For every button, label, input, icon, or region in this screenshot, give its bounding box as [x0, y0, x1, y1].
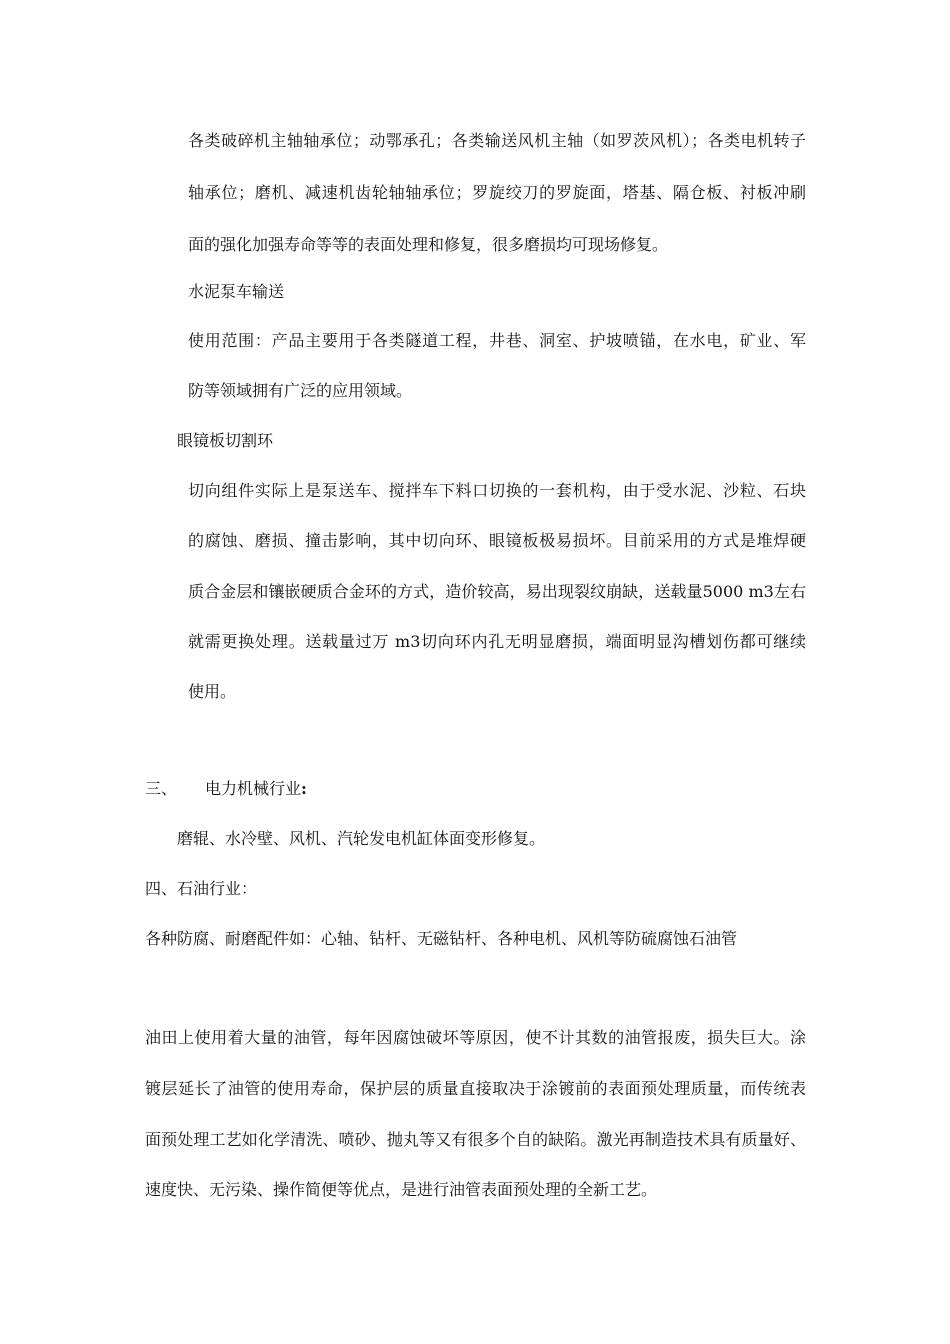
section-title-colon: :	[301, 779, 307, 798]
paragraph-line: 使用范围：产品主要用于各类隧道工程，井巷、洞室、护坡喷锚，在水电，矿业、军	[188, 331, 806, 350]
paragraph-line: 油田上使用着大量的油管，每年因腐蚀破坏等原因，使不计其数的油管报废，损失巨大。涂	[145, 1028, 806, 1047]
paragraph-line: 面的强化加强寿命等等的表面处理和修复，很多磨损均可现场修复。	[188, 235, 669, 254]
paragraph-line: 防等领域拥有广泛的应用领域。	[188, 381, 413, 400]
paragraph-line: 轴承位；磨机、减速机齿轮轴轴承位；罗旋绞刀的罗旋面，塔基、隔仓板、衬板冲刷	[188, 183, 806, 202]
paragraph-line: 就需更换处理。送载量过万 m3切向环内孔无明显磨损，端面明显沟槽划伤都可继续	[188, 632, 806, 651]
paragraph-line: 面预处理工艺如化学清洗、喷砂、抛丸等又有很多个自的缺陷。激光再制造技术具有质量好、	[145, 1130, 806, 1149]
section-title: 电力机械行业	[205, 779, 302, 798]
section-heading-power	[145, 779, 307, 799]
power-body: 磨辊、水冷壁、风机、汽轮发电机缸体面变形修复。	[177, 829, 546, 848]
paragraph-line: 质合金层和镶嵌硬质合金环的方式，造价较高，易出现裂纹崩缺，送载量5000 m3左右	[188, 582, 806, 601]
spectacle-plate-heading: 眼镜板切割环	[177, 431, 274, 450]
paragraph-line: 使用。	[188, 682, 237, 701]
paragraph-line: 各类破碎机主轴轴承位；动鄂承孔；各类输送风机主轴（如罗茨风机）；各类电机转子	[188, 131, 806, 150]
cement-pump-heading: 水泥泵车输送	[188, 282, 285, 301]
paragraph-line: 的腐蚀、磨损、撞击影响，其中切向环、眼镜板极易损坏。目前采用的方式是堆焊硬	[188, 531, 806, 550]
paragraph-line: 速度快、无污染、操作简便等优点，是进行油管表面预处理的全新工艺。	[145, 1180, 658, 1199]
oil-parts-line: 各种防腐、耐磨配件如：心轴、钻杆、无磁钻杆、各种电机、风机等防硫腐蚀石油管	[145, 929, 738, 948]
section-heading-oil: 四、石油行业：	[145, 879, 258, 898]
section-number: 三、	[145, 779, 178, 798]
paragraph-line: 切向组件实际上是泵送车、搅拌车下料口切换的一套机构，由于受水泥、沙粒、石块	[188, 481, 806, 500]
paragraph-line: 镀层延长了油管的使用寿命，保护层的质量直接取决于涂镀前的表面预处理质量，而传统表	[145, 1079, 806, 1098]
